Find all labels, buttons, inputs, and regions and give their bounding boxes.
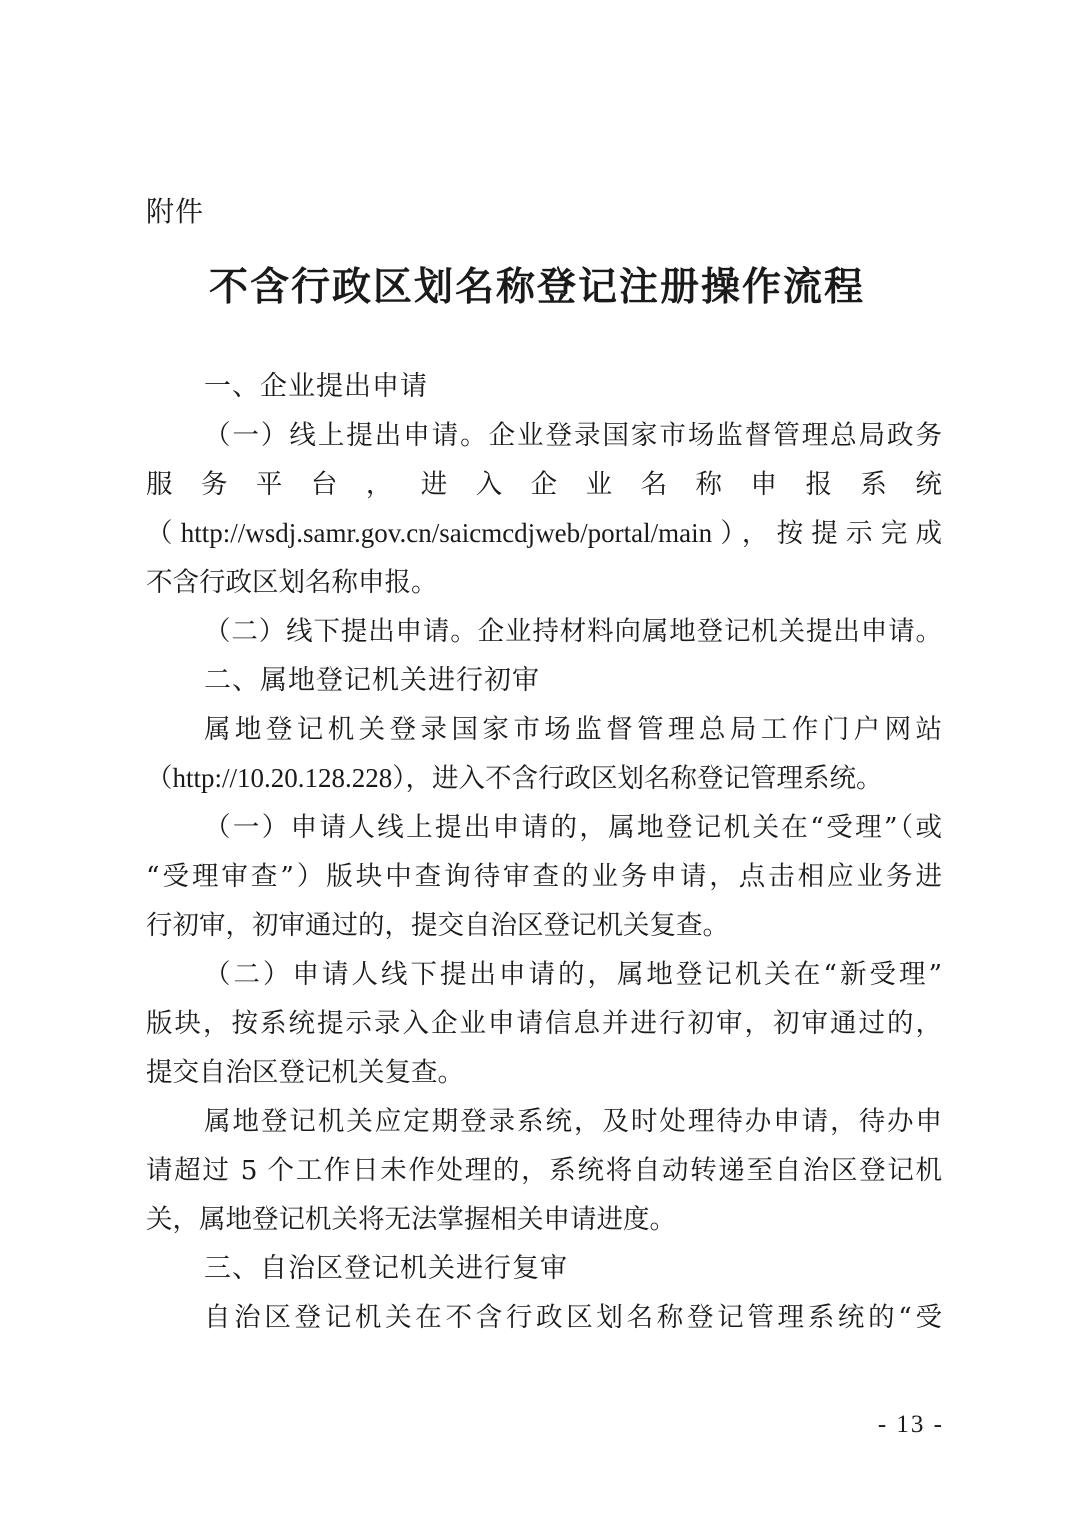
section-heading-3: 三、自治区登记机关进行复审 [204,1253,568,1284]
document-title: 不含行政区划名称登记注册操作流程 [208,264,865,310]
spaced-paragraph-line [146,460,942,509]
paragraph-line: “受理审查”）版块中查询待审查的业务申请，点击相应业务进 [146,861,942,892]
spaced-char: 服 [146,469,173,500]
spaced-char: 系 [860,469,887,500]
spaced-char: 申 [750,469,777,500]
section-heading-1: 一、企业提出申请 [204,371,428,402]
spaced-char: 称 [695,469,723,500]
spaced-char: 业 [585,469,613,500]
paren-open: （ [146,763,173,794]
paragraph-line: 不含行政区划名称申报。 [146,567,438,598]
page-number: - 13 - [877,1411,944,1438]
section-heading-2: 二、属地登记机关进行初审 [204,665,540,696]
spaced-char: 名 [640,469,668,500]
paragraph-line: 关，属地登记机关将无法掌握相关申请进度。 [146,1204,676,1235]
paragraph-line: （二）线下提出申请。企业持材料向属地登记机关提出申请。 [204,616,942,647]
paragraph-line: 属地登记机关登录国家市场监督管理总局工作门户网站 [204,714,942,745]
spaced-char: 务 [200,469,228,500]
spaced-char: 进 [420,469,448,500]
paragraph-line: 属地登记机关应定期登录系统，及时处理待办申请，待办申 [204,1106,942,1137]
paragraph-tail: ），进入不含行政区划名称登记管理系统。 [392,763,883,794]
paragraph-line: （一）申请人线上提出申请的，属地登记机关在“受理”（或 [204,812,942,843]
spaced-char: 台 [310,469,338,500]
paren-open: （ [146,518,181,549]
paragraph-line: 版块，按系统提示录入企业申请信息并进行初审，初审通过的， [146,1008,942,1039]
paragraph-line: （一）线上提出申请。企业登录国家市场监督管理总局政务 [204,420,942,451]
spaced-char: 平 [255,469,283,500]
spaced-char: 报 [805,469,832,500]
spaced-char: 入 [475,469,503,500]
paragraph-line: 自治区登记机关在不含行政区划名称登记管理系统的“受 [204,1302,942,1333]
paragraph-line: （二）申请人线下提出申请的，属地登记机关在“新受理” [204,959,942,990]
paragraph-line: 行初审，初审通过的，提交自治区登记机关复查。 [146,910,729,941]
document-body [146,362,942,1342]
portal-url-link[interactable]: http://wsdj.samr.gov.cn/saicmcdjweb/portal/main [180,518,713,548]
paragraph-line: 提交自治区登记机关复查。 [146,1057,464,1088]
intranet-url-link[interactable]: http://10.20.128.228 [172,763,393,793]
url-paragraph-line [146,754,942,803]
spaced-char: 统 [915,469,942,500]
attachment-label: 附件 [146,195,205,228]
spaced-char: ， [365,469,393,500]
url-paragraph-line [146,509,942,558]
paragraph-line: 请超过 5 个工作日未作处理的，系统将自动转递至自治区登记机 [146,1155,942,1186]
spaced-char: 企 [530,469,558,500]
paragraph-tail: ），按提示完成 [712,518,942,549]
